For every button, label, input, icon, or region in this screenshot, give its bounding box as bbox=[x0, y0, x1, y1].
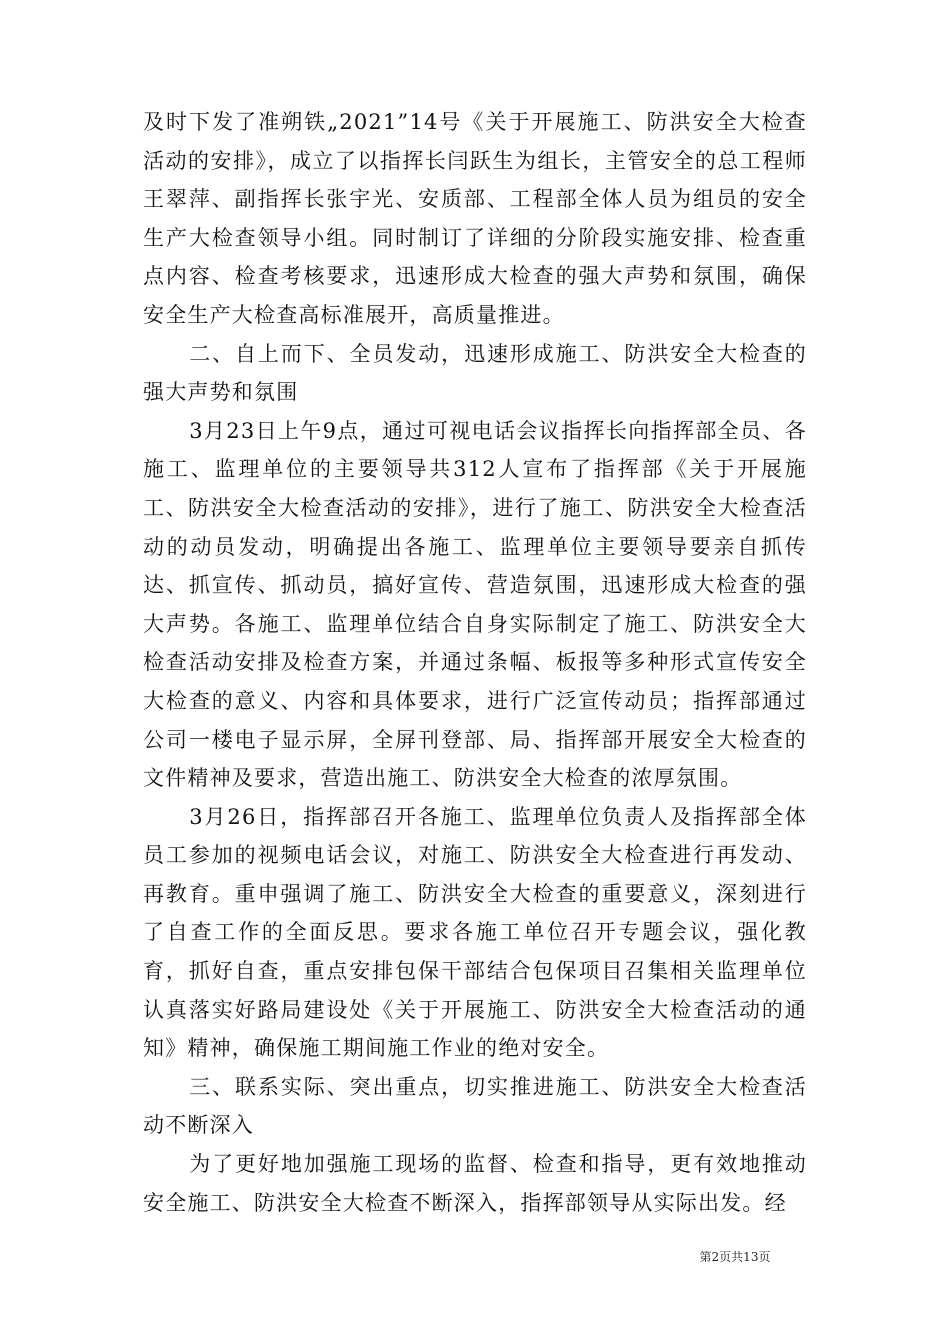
page-number-footer: 第2页共13页 bbox=[699, 1250, 771, 1264]
paragraph-mar-26-meeting: 3月26日，指挥部召开各施工、监理单位负责人及指挥部全体员工参加的视频电话会议，对施工、防洪安全大检查进行再发动、再教育。重申强调了施工、防洪安全大检查的重要意义，深刻进行了自查工作的全面反思。要求各施工单位召开专题会议，强化教育，抓好自查，重点安排包保干部结合包保项目召集相关监理单位认真落实好路局建设处《关于开展施工、防洪安全大检查活动的通知》精神，确保施工期间施工作业的绝对安全。 bbox=[143, 804, 807, 1061]
section-heading-3: 三、联系实际、突出重点，切实推进施工、防洪安全大检查活动不断深入 bbox=[143, 1074, 807, 1138]
paragraph-mar-23-meeting: 3月23日上午9点，通过可视电话会议指挥长向指挥部全员、各施工、监理单位的主要领导共312人宣布了指挥部《关于开展施工、防洪安全大检查活动的安排》，进行了施工、防洪安全大检查活动的动员发动，明确提出各施工、监理单位主要领导要亲自抓传达、抓宣传、抓动员，搞好宣传、营造氛围，迅速形成大检查的强大声势。各施工、监理单位结合自身实际制定了施工、防洪安全大检查活动安排及检查方案，并通过条幅、板报等多种形式宣传安全大检查的意义、内容和具体要求，进行广泛宣传动员；指挥部通过公司一楼电子显示屏，全屏刊登部、局、指挥部开展安全大检查的文件精神及要求，营造出施工、防洪安全大检查的浓厚氛围。 bbox=[143, 418, 807, 791]
paragraph-site-supervision: 为了更好地加强施工现场的监督、检查和指导，更有效地推动安全施工、防洪安全大检查不断深入，指挥部领导从实际出发。经 bbox=[143, 1152, 807, 1215]
section-heading-2: 二、自上而下、全员发动，迅速形成施工、防洪安全大检查的强大声势和氛围 bbox=[143, 341, 807, 405]
paragraph-continuation: 及时下发了准朔铁„2021”14号《关于开展施工、防洪安全大检查活动的安排》，成立了以指挥长闫跃生为组长，主管安全的总工程师王翠萍、副指挥长张宇光、安质部、工程部全体人员为组员的安全生产大检查领导小组。同时制订了详细的分阶段实施安排、检查重点内容、检查考核要求，迅速形成大检查的强大声势和氛围，确保安全生产大检查高标准展开，高质量推进。 bbox=[143, 110, 807, 327]
document-body bbox=[143, 103, 807, 1222]
